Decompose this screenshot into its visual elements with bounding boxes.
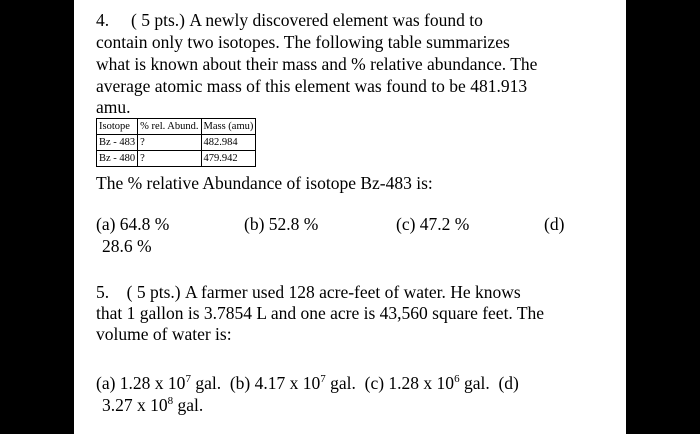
q5-options-line1 — [96, 372, 519, 394]
q5-option-b: (b) 4.17 x $10^7$ gal. — [229, 373, 356, 393]
q5-option-d: 3.27 x $10^8$ gal. — [102, 395, 204, 415]
isotope-table — [96, 118, 256, 167]
table-header-row — [97, 119, 256, 135]
document-page — [74, 0, 626, 434]
table-header-cell: Mass (amu) — [201, 119, 256, 135]
q4-option-a: (a) 64.8 % — [96, 214, 170, 234]
q4-text-line4: average atomic mass of this element was found to be 481.913 — [96, 76, 528, 96]
q4-points: ( 5 pts.) — [131, 10, 185, 30]
q5-points: ( 5 pts.) — [126, 282, 181, 302]
table-cell: ? — [138, 135, 201, 151]
table-header-cell: % rel. Abund. — [138, 119, 201, 135]
q4-line1 — [96, 9, 483, 31]
q4-text-line1: A newly discovered element was found to — [189, 10, 483, 30]
table-cell: 479.942 — [201, 151, 256, 167]
q4-option-d-value: 28.6 % — [102, 236, 152, 256]
table-cell: Bz - 480 — [97, 151, 138, 167]
q4-number: 4. — [96, 10, 110, 30]
q5-text-line1: A farmer used 128 acre-feet of water. He knows — [184, 282, 521, 302]
q4-question: The % relative Abundance of isotope Bz-483 is: — [96, 173, 433, 193]
q5-text-line3: volume of water is: — [96, 324, 232, 344]
q4-text-line2: contain only two isotopes. The following table summarizes — [96, 32, 510, 52]
table-cell: ? — [138, 151, 201, 167]
q5-option-c: (c) 1.28 x $10^6$ gal. — [364, 373, 490, 393]
table-row — [97, 151, 256, 167]
table-cell: 482.984 — [201, 135, 256, 151]
q5-line1 — [96, 281, 521, 303]
q5-number: 5. — [96, 282, 110, 302]
table-row — [97, 135, 256, 151]
table-cell: Bz - 483 — [97, 135, 138, 151]
table-header-cell: Isotope — [97, 119, 138, 135]
q5-option-d-label: (d) — [498, 373, 519, 393]
q5-option-a: (a) 1.28 x $10^7$ gal. — [96, 373, 222, 393]
q4-text-line5: amu. — [96, 97, 131, 117]
q4-option-b: (b) 52.8 % — [244, 214, 319, 234]
q5-text-line2: that 1 gallon is 3.7854 L and one acre is 43,560 square feet. The — [96, 303, 545, 323]
q4-text-line3: what is known about their mass and % relative abundance. The — [96, 54, 538, 74]
q4-option-c: (c) 47.2 % — [396, 214, 470, 234]
q4-option-d: (d) — [544, 214, 565, 234]
